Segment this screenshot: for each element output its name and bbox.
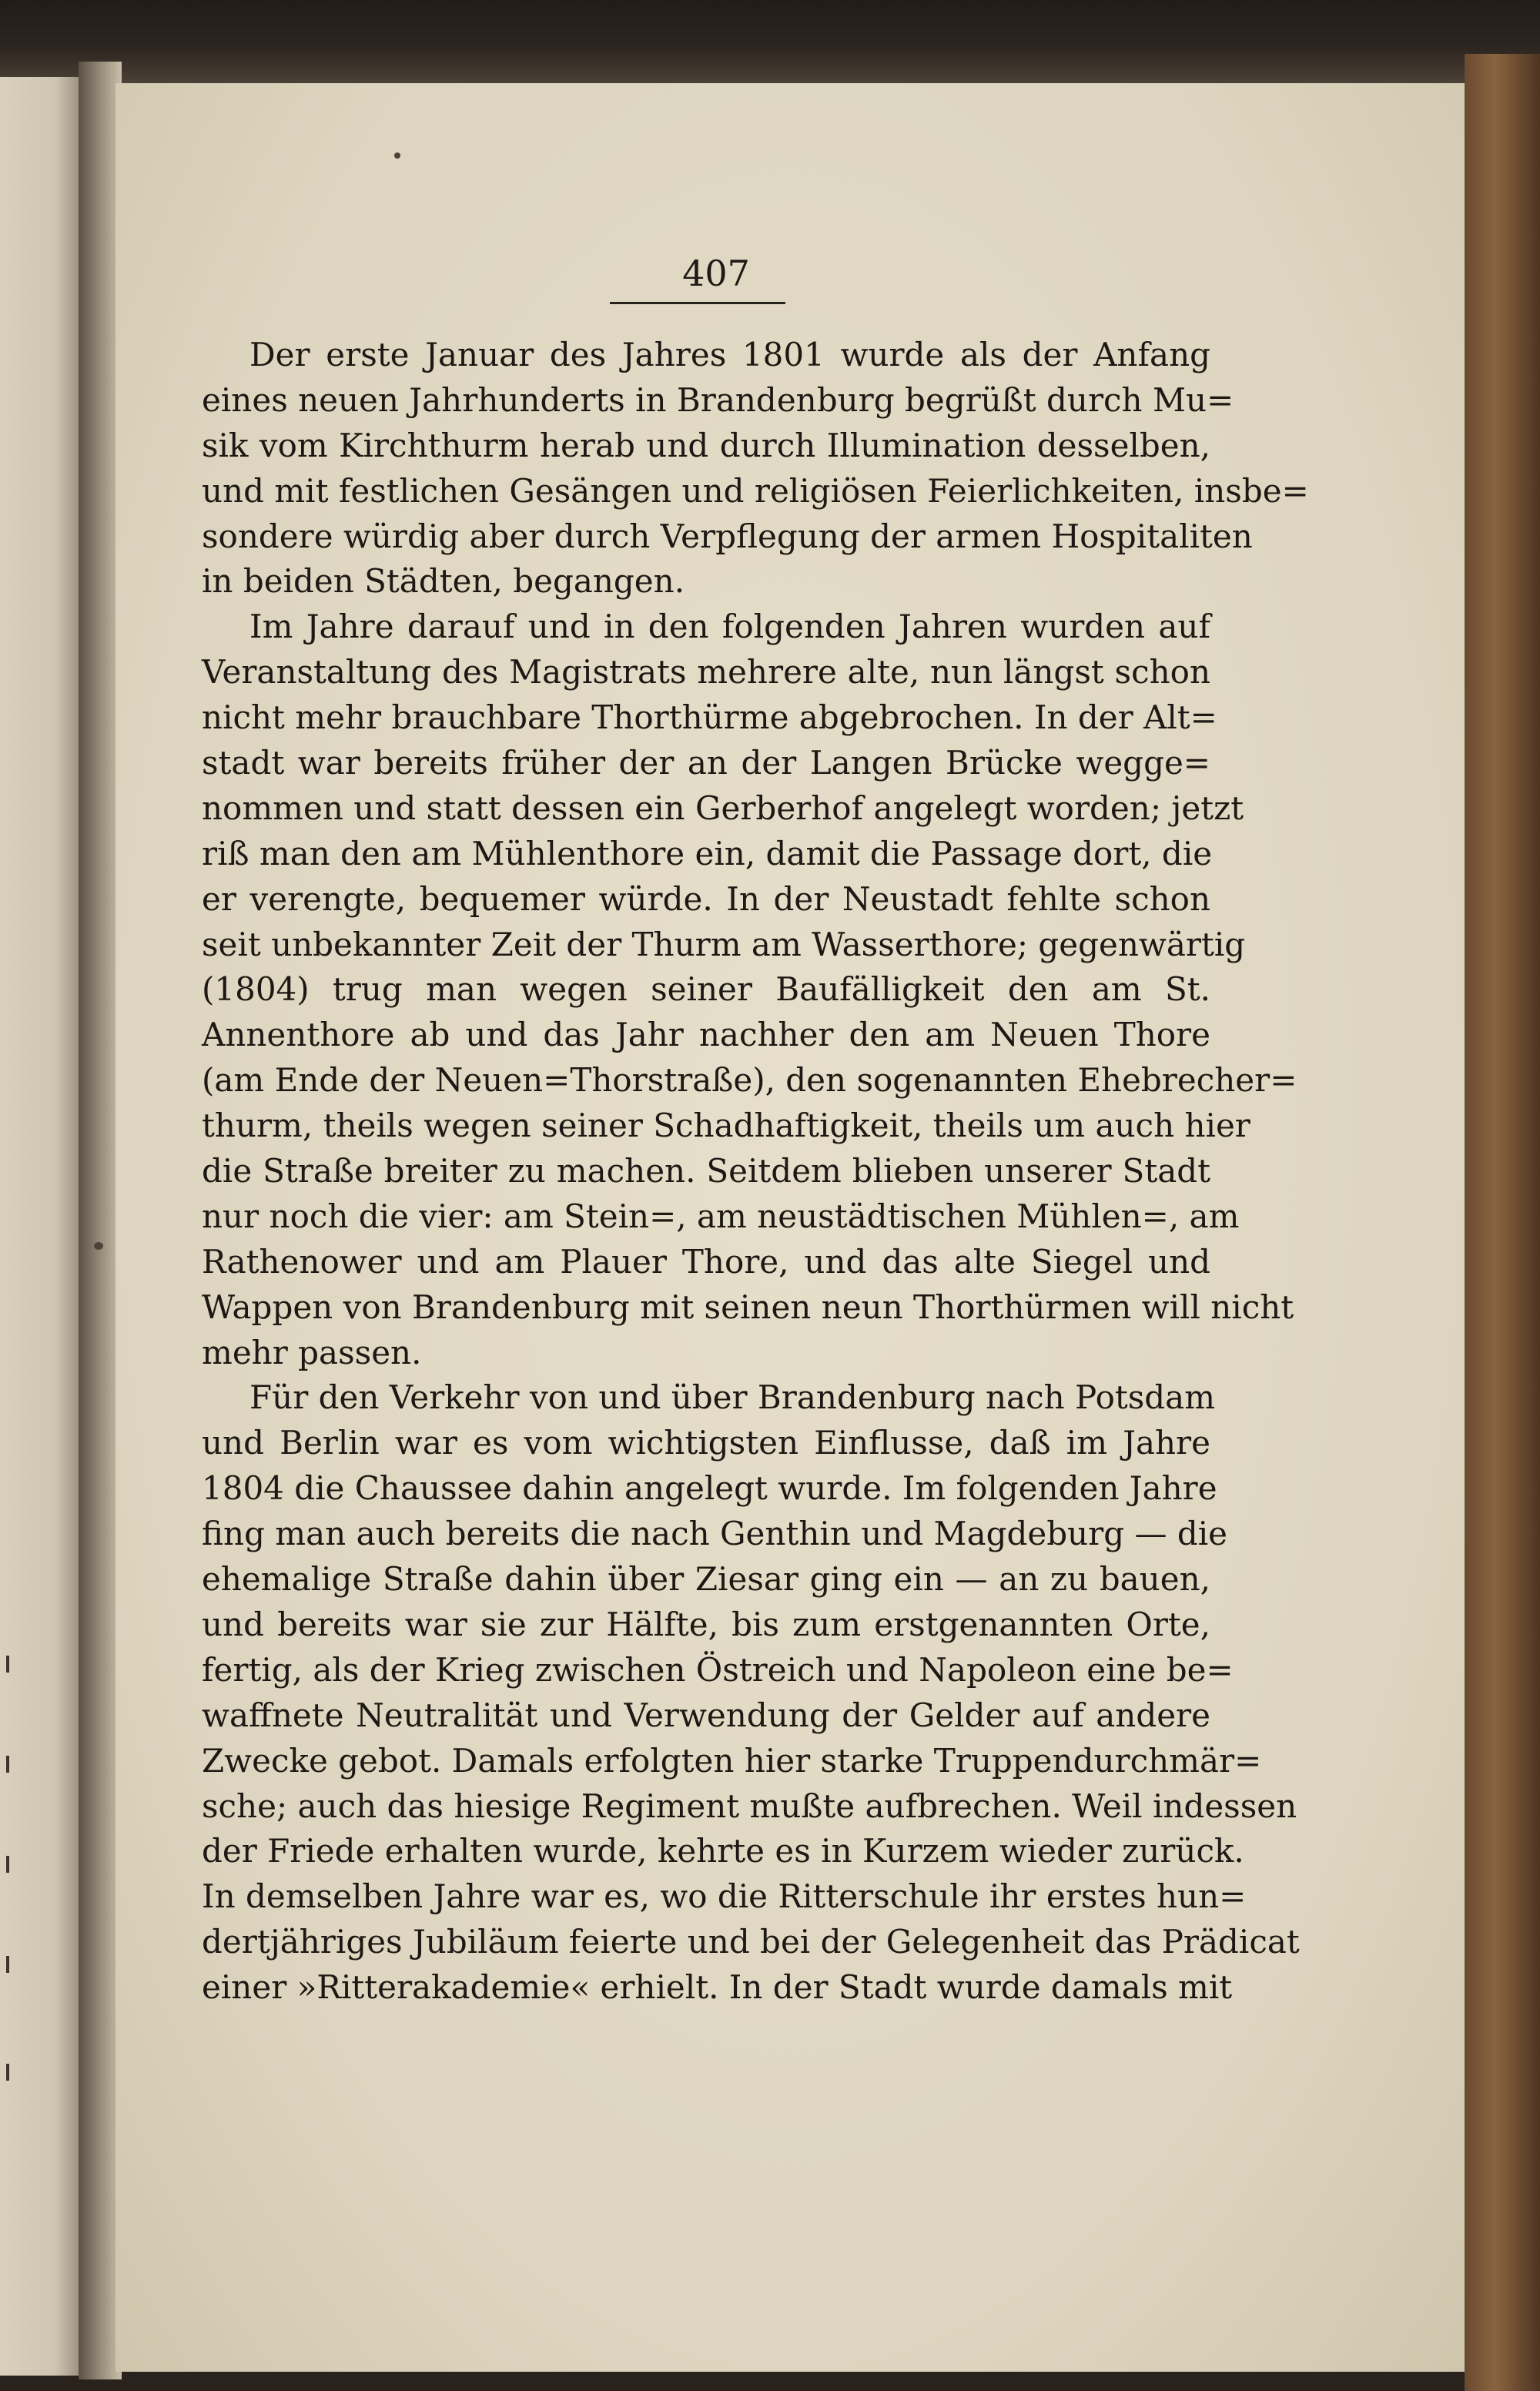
text-line: Wappen von Brandenburg mit seinen neun Thorthürmen will nicht [202, 1288, 1294, 1326]
text-line: und mit festlichen Gesängen und religiösen Feierlichkeiten, insbe= [202, 471, 1309, 510]
edge-mark [6, 1656, 9, 1673]
text-line: thurm, theils wegen seiner Schadhaftigkeit, theils um auch hier [202, 1107, 1250, 1145]
edge-mark [6, 2064, 9, 2081]
book-cover-edge [1465, 54, 1540, 2391]
paragraph [202, 604, 1297, 1375]
text-line: einer »Ritterakademie« erhielt. In der Stadt wurde damals mit [202, 1968, 1233, 2007]
text-line: er verengte, bequemer würde. In der Neustadt fehlte schon [202, 879, 1210, 918]
text-line: in beiden Städten, begangen. [202, 562, 685, 601]
edge-mark [6, 1956, 9, 1973]
text-line: sondere würdig aber durch Verpflegung der armen Hospitaliten [202, 517, 1253, 555]
text-line: 1804 die Chaussee dahin angelegt wurde. Im folgenden Jahre [202, 1469, 1217, 1508]
text-line: eines neuen Jahrhunderts in Brandenburg begrüßt durch Mu= [202, 380, 1234, 419]
text-line: sche; auch das hiesige Regiment mußte aufbrechen. Weil indessen [202, 1787, 1297, 1825]
text-line: und Berlin war es vom wichtigsten Einflusse, daß im Jahre [202, 1424, 1210, 1462]
text-line: sik vom Kirchthurm herab und durch Illumination desselben, [202, 426, 1210, 464]
text-line: mehr passen. [202, 1333, 422, 1371]
page-number-rule [610, 302, 785, 304]
text-line: seit unbekannter Zeit der Thurm am Wasserthore; gegenwärtig [202, 925, 1246, 963]
text-line: Für den Verkehr von und über Brandenburg nach Potsdam [249, 1378, 1216, 1417]
scan-background-top [0, 0, 1540, 83]
edge-mark [6, 1856, 9, 1873]
text-line: fertig, als der Krieg zwischen Östreich und Napoleon eine be= [202, 1650, 1234, 1689]
text-line: Annenthore ab und das Jahr nachher den am Neuen Thore [202, 1016, 1210, 1054]
body-text [202, 333, 1309, 2011]
text-line: (am Ende der Neuen=Thorstraße), den sogenannten Ehebrecher= [202, 1061, 1297, 1100]
text-line: dertjähriges Jubiläum feierte und bei der Gelegenheit das Prädicat [202, 1923, 1300, 1961]
facing-page-edge [0, 77, 79, 2376]
text-line: Der erste Januar des Jahres 1801 wurde als der Anfang [249, 336, 1210, 373]
text-line: der Friede erhalten wurde, kehrte es in Kurzem wieder zurück. [202, 1832, 1244, 1870]
text-line: riß man den am Mühlenthore ein, damit die Passage dort, die [202, 834, 1213, 872]
text-line: In demselben Jahre war es, wo die Ritterschule ihr erstes hun= [202, 1877, 1247, 1916]
text-line: (1804) trug man wegen seiner Baufälligkeit den am St. [202, 970, 1210, 1009]
text-line: und bereits war sie zur Hälfte, bis zum erstgenannten Orte, [202, 1605, 1210, 1643]
text-line: fing man auch bereits die nach Genthin und Magdeburg — die [202, 1515, 1228, 1553]
text-line: stadt war bereits früher der an der Langen Brücke wegge= [202, 744, 1210, 782]
text-line: ehemalige Straße dahin über Ziesar ging ein — an zu bauen, [202, 1560, 1210, 1599]
text-line: nommen und statt dessen ein Gerberhof angelegt worden; jetzt [202, 789, 1244, 827]
text-line: Rathenower und am Plauer Thore, und das alte Siegel und [202, 1242, 1210, 1281]
paragraph [202, 1375, 1300, 2010]
paper-speck [394, 152, 400, 159]
text-line: nicht mehr brauchbare Thorthürme abgebrochen. In der Alt= [202, 698, 1217, 737]
text-line: waffnete Neutralität und Verwendung der Gelder auf andere [202, 1696, 1210, 1734]
paper-speck [94, 1242, 103, 1250]
text-line: nur noch die vier: am Stein=, am neustädtischen Mühlen=, am [202, 1197, 1240, 1235]
text-line: Veranstaltung des Magistrats mehrere alte, nun längst schon [202, 653, 1210, 692]
text-line: die Straße breiter zu machen. Seitdem blieben unserer Stadt [202, 1152, 1210, 1190]
text-line: Zwecke gebot. Damals erfolgten hier starke Truppendurchmär= [202, 1741, 1262, 1780]
page-number: 407 [682, 253, 750, 294]
paragraph [202, 333, 1309, 604]
edge-mark [6, 1756, 9, 1773]
text-line: Im Jahre darauf und in den folgenden Jahren wurden auf [249, 608, 1210, 646]
